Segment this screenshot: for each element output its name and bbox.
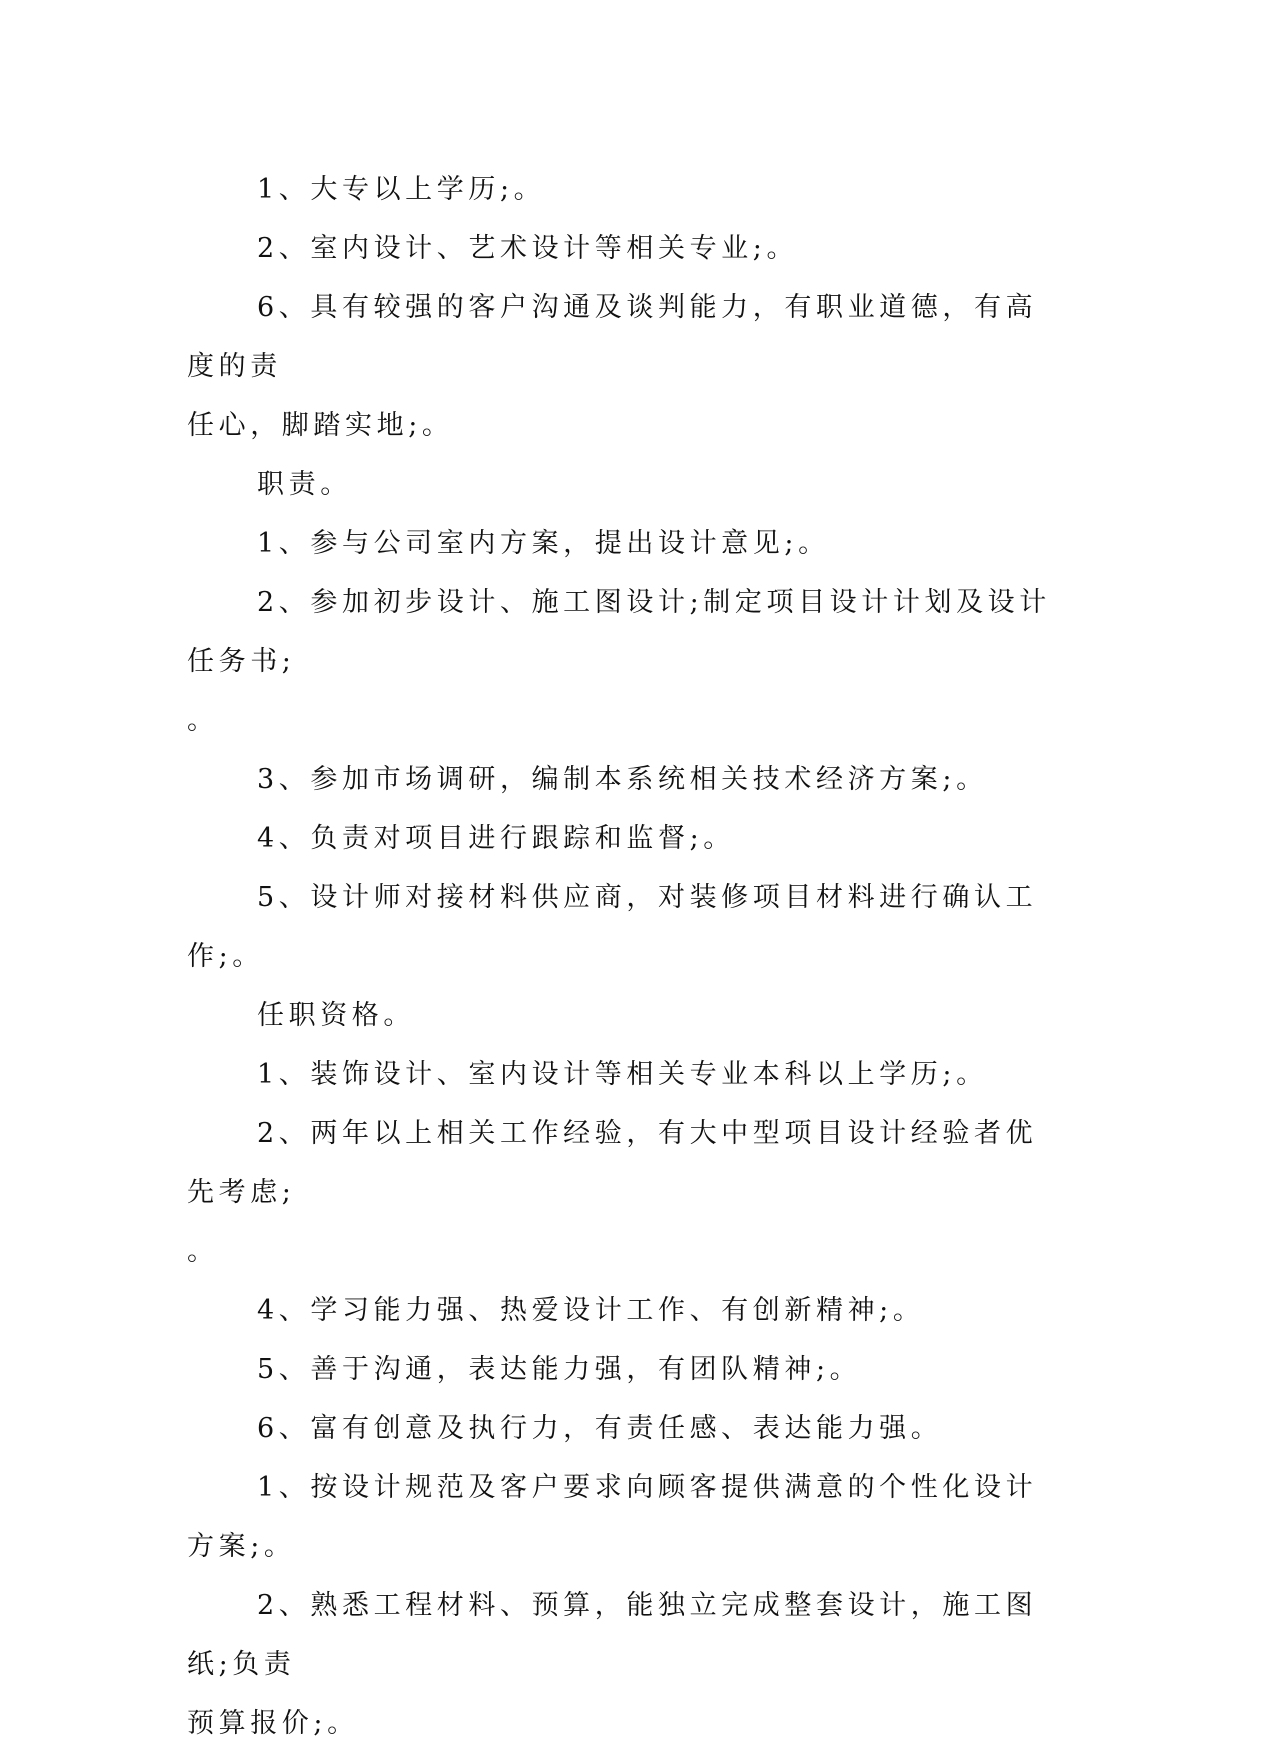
paragraph: 2、两年以上相关工作经验，有大中型项目设计经验者优先考虑;: [187, 1118, 1038, 1208]
paragraph-continuation: 预算报价;。: [187, 1708, 359, 1739]
document-body: [187, 160, 1067, 1753]
paragraph: 4、学习能力强、热爱设计工作、有创新精神;。: [257, 1295, 925, 1326]
paragraph: 1、按设计规范及客户要求向顾客提供满意的个性化设计方案;。: [187, 1472, 1038, 1562]
section-heading-duties: 职责。: [257, 469, 352, 500]
paragraph: 1、参与公司室内方案，提出设计意见;。: [257, 528, 830, 559]
paragraph-continuation: 。: [187, 1236, 219, 1267]
paragraph-continuation: 任心，脚踏实地;。: [187, 410, 454, 441]
paragraph-continuation: 。: [187, 705, 219, 736]
paragraph: 5、善于沟通，表达能力强，有团队精神;。: [257, 1354, 862, 1385]
paragraph: 1、大专以上学历;。: [257, 174, 546, 205]
paragraph: 2、熟悉工程材料、预算，能独立完成整套设计，施工图纸;负责: [187, 1590, 1038, 1680]
paragraph: 2、参加初步设计、施工图设计;制定项目设计计划及设计任务书;: [187, 587, 1051, 677]
paragraph: 2、室内设计、艺术设计等相关专业;。: [257, 233, 799, 264]
section-heading-qualifications: 任职资格。: [257, 1000, 415, 1031]
paragraph: 6、富有创意及执行力，有责任感、表达能力强。: [257, 1413, 943, 1444]
paragraph: 1、装饰设计、室内设计等相关专业本科以上学历;。: [257, 1059, 988, 1090]
paragraph: 5、设计师对接材料供应商，对装修项目材料进行确认工作;。: [187, 882, 1038, 972]
paragraph: 4、负责对项目进行跟踪和监督;。: [257, 823, 735, 854]
paragraph: 3、参加市场调研，编制本系统相关技术经济方案;。: [257, 764, 988, 795]
paragraph: 6、具有较强的客户沟通及谈判能力，有职业道德，有高度的责: [187, 292, 1038, 382]
